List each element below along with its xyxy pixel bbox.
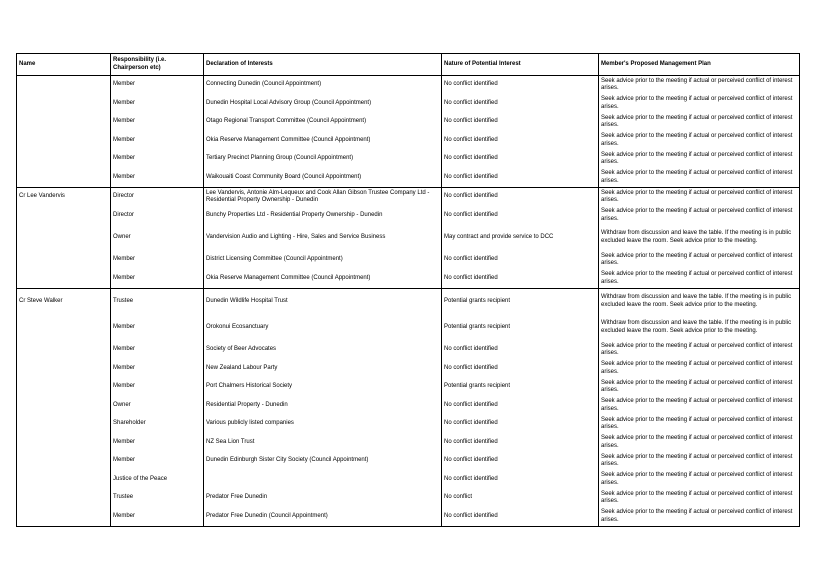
cell-declaration: Dunedin Wildlife Hospital Trust — [204, 289, 442, 316]
cell-nature: No conflict identified — [442, 169, 599, 188]
cell-declaration: Dunedin Hospital Local Advisory Group (Council Appointment) — [204, 95, 442, 114]
cell-plan: Seek advice prior to the meeting if actual or perceived conflict of interest arises. — [599, 471, 800, 490]
cell-nature: No conflict identified — [442, 341, 599, 360]
cell-nature: No conflict identified — [442, 508, 599, 527]
table-row — [17, 415, 800, 434]
table-row — [17, 113, 800, 132]
table-row — [17, 207, 800, 226]
table-row — [17, 169, 800, 188]
table-row — [17, 289, 800, 316]
cell-plan: Seek advice prior to the meeting if actual or perceived conflict of interest arises. — [599, 452, 800, 471]
cell-plan: Seek advice prior to the meeting if actual or perceived conflict of interest arises. — [599, 341, 800, 360]
table-row — [17, 251, 800, 270]
cell-name — [17, 378, 111, 397]
header-name: Name — [17, 54, 111, 76]
cell-declaration: Orokonui Ecosanctuary — [204, 315, 442, 341]
cell-name — [17, 169, 111, 188]
cell-name — [17, 415, 111, 434]
table-row — [17, 315, 800, 341]
cell-responsibility: Shareholder — [111, 415, 204, 434]
table-row — [17, 76, 800, 95]
table-row — [17, 188, 800, 207]
cell-plan: Seek advice prior to the meeting if actual or perceived conflict of interest arises. — [599, 95, 800, 114]
cell-nature: May contract and provide service to DCC — [442, 225, 599, 251]
cell-nature: No conflict identified — [442, 150, 599, 169]
cell-responsibility: Member — [111, 360, 204, 379]
cell-responsibility: Member — [111, 508, 204, 527]
cell-plan: Seek advice prior to the meeting if actual or perceived conflict of interest arises. — [599, 378, 800, 397]
cell-responsibility: Trustee — [111, 289, 204, 316]
table-row — [17, 452, 800, 471]
cell-responsibility: Member — [111, 270, 204, 289]
cell-plan: Seek advice prior to the meeting if actual or perceived conflict of interest arises. — [599, 150, 800, 169]
cell-responsibility: Member — [111, 132, 204, 151]
cell-responsibility: Member — [111, 113, 204, 132]
cell-declaration: Connecting Dunedin (Council Appointment) — [204, 76, 442, 95]
cell-nature: Potential grants recipient — [442, 315, 599, 341]
table-row — [17, 378, 800, 397]
header-declaration: Declaration of Interests — [204, 54, 442, 76]
cell-name — [17, 113, 111, 132]
cell-declaration: Vandervision Audio and Lighting - Hire, Sales and Service Business — [204, 225, 442, 251]
cell-nature: No conflict identified — [442, 415, 599, 434]
cell-name — [17, 360, 111, 379]
cell-nature: No conflict identified — [442, 76, 599, 95]
cell-declaration: Otago Regional Transport Committee (Council Appointment) — [204, 113, 442, 132]
cell-responsibility: Director — [111, 207, 204, 226]
cell-declaration: Lee Vandervis, Antonie Alm-Lequeux and Cook Allan Gibson Trustee Company Ltd - Residential Property Ownership - Dunedin — [204, 188, 442, 207]
cell-declaration: Port Chalmers Historical Society — [204, 378, 442, 397]
table-row — [17, 341, 800, 360]
table-row — [17, 508, 800, 527]
cell-name — [17, 270, 111, 289]
cell-nature: No conflict identified — [442, 113, 599, 132]
cell-plan: Seek advice prior to the meeting if actual or perceived conflict of interest arises. — [599, 188, 800, 207]
header-plan: Member's Proposed Management Plan — [599, 54, 800, 76]
table-row — [17, 489, 800, 508]
cell-nature: No conflict identified — [442, 270, 599, 289]
cell-declaration: New Zealand Labour Party — [204, 360, 442, 379]
cell-nature: Potential grants recipient — [442, 378, 599, 397]
cell-nature: No conflict identified — [442, 132, 599, 151]
cell-plan: Seek advice prior to the meeting if actual or perceived conflict of interest arises. — [599, 397, 800, 416]
cell-name: Cr Steve Walker — [17, 289, 111, 316]
declaration-sheet — [16, 53, 799, 527]
cell-declaration: Various publicly listed companies — [204, 415, 442, 434]
cell-declaration: Okia Reserve Management Committee (Council Appointment) — [204, 270, 442, 289]
cell-name — [17, 225, 111, 251]
cell-nature: No conflict identified — [442, 397, 599, 416]
cell-responsibility: Member — [111, 378, 204, 397]
cell-nature: No conflict identified — [442, 207, 599, 226]
cell-responsibility: Member — [111, 251, 204, 270]
cell-plan: Seek advice prior to the meeting if actual or perceived conflict of interest arises. — [599, 76, 800, 95]
cell-name — [17, 251, 111, 270]
cell-declaration: Dunedin Edinburgh Sister City Society (Council Appointment) — [204, 452, 442, 471]
cell-nature: No conflict identified — [442, 95, 599, 114]
cell-declaration: Waikouaiti Coast Community Board (Council Appointment) — [204, 169, 442, 188]
cell-declaration: NZ Sea Lion Trust — [204, 434, 442, 453]
table-row — [17, 397, 800, 416]
cell-plan: Seek advice prior to the meeting if actual or perceived conflict of interest arises. — [599, 113, 800, 132]
cell-responsibility: Owner — [111, 225, 204, 251]
cell-plan: Withdraw from discussion and leave the table. If the meeting is in public excluded leave the room. Seek advice prior to the meeting. — [599, 289, 800, 316]
cell-name — [17, 150, 111, 169]
cell-responsibility: Member — [111, 76, 204, 95]
cell-name — [17, 452, 111, 471]
cell-nature: No conflict identified — [442, 251, 599, 270]
cell-plan: Seek advice prior to the meeting if actual or perceived conflict of interest arises. — [599, 360, 800, 379]
cell-declaration: Residential Property - Dunedin — [204, 397, 442, 416]
cell-responsibility: Owner — [111, 397, 204, 416]
cell-responsibility: Director — [111, 188, 204, 207]
cell-plan: Seek advice prior to the meeting if actual or perceived conflict of interest arises. — [599, 270, 800, 289]
cell-nature: No conflict identified — [442, 452, 599, 471]
table-row — [17, 225, 800, 251]
cell-name — [17, 508, 111, 527]
cell-name — [17, 341, 111, 360]
cell-nature: No conflict — [442, 489, 599, 508]
cell-plan: Seek advice prior to the meeting if actual or perceived conflict of interest arises. — [599, 434, 800, 453]
cell-name — [17, 397, 111, 416]
table-row — [17, 95, 800, 114]
cell-plan: Withdraw from discussion and leave the table. If the meeting is in public excluded leave the room. Seek advice prior to the meeting. — [599, 225, 800, 251]
cell-name — [17, 132, 111, 151]
cell-name — [17, 434, 111, 453]
table-row — [17, 150, 800, 169]
table-row — [17, 270, 800, 289]
cell-responsibility: Justice of the Peace — [111, 471, 204, 490]
cell-responsibility: Member — [111, 150, 204, 169]
cell-name — [17, 489, 111, 508]
cell-name — [17, 76, 111, 95]
cell-declaration — [204, 471, 442, 490]
cell-plan: Seek advice prior to the meeting if actual or perceived conflict of interest arises. — [599, 207, 800, 226]
cell-name — [17, 95, 111, 114]
cell-nature: No conflict identified — [442, 188, 599, 207]
cell-declaration: District Licensing Committee (Council Appointment) — [204, 251, 442, 270]
cell-responsibility: Member — [111, 315, 204, 341]
table-row — [17, 434, 800, 453]
cell-name: Cr Lee Vandervis — [17, 188, 111, 207]
cell-responsibility: Trustee — [111, 489, 204, 508]
cell-plan: Withdraw from discussion and leave the table. If the meeting is in public excluded leave the room. Seek advice prior to the meeting. — [599, 315, 800, 341]
cell-nature: Potential grants recipient — [442, 289, 599, 316]
cell-nature: No conflict identified — [442, 471, 599, 490]
cell-responsibility: Member — [111, 341, 204, 360]
cell-responsibility: Member — [111, 95, 204, 114]
cell-declaration: Bunchy Properties Ltd - Residential Property Ownership - Dunedin — [204, 207, 442, 226]
cell-plan: Seek advice prior to the meeting if actual or perceived conflict of interest arises. — [599, 169, 800, 188]
cell-nature: No conflict identified — [442, 360, 599, 379]
header-nature: Nature of Potential Interest — [442, 54, 599, 76]
cell-declaration: Okia Reserve Management Committee (Council Appointment) — [204, 132, 442, 151]
declarations-table — [16, 53, 800, 527]
cell-declaration: Predator Free Dunedin — [204, 489, 442, 508]
cell-plan: Seek advice prior to the meeting if actual or perceived conflict of interest arises. — [599, 489, 800, 508]
cell-plan: Seek advice prior to the meeting if actual or perceived conflict of interest arises. — [599, 132, 800, 151]
table-row — [17, 132, 800, 151]
cell-declaration: Tertiary Precinct Planning Group (Council Appointment) — [204, 150, 442, 169]
cell-responsibility: Member — [111, 452, 204, 471]
cell-responsibility: Member — [111, 169, 204, 188]
header-responsibility: Responsibility (i.e. Chairperson etc) — [111, 54, 204, 76]
cell-declaration: Predator Free Dunedin (Council Appointment) — [204, 508, 442, 527]
table-row — [17, 360, 800, 379]
cell-plan: Seek advice prior to the meeting if actual or perceived conflict of interest arises. — [599, 415, 800, 434]
cell-declaration: Society of Beer Advocates — [204, 341, 442, 360]
cell-nature: No conflict identified — [442, 434, 599, 453]
header-row — [17, 54, 800, 76]
cell-name — [17, 471, 111, 490]
table-row — [17, 471, 800, 490]
cell-name — [17, 315, 111, 341]
cell-name — [17, 207, 111, 226]
cell-plan: Seek advice prior to the meeting if actual or perceived conflict of interest arises. — [599, 508, 800, 527]
cell-plan: Seek advice prior to the meeting if actual or perceived conflict of interest arises. — [599, 251, 800, 270]
cell-responsibility: Member — [111, 434, 204, 453]
